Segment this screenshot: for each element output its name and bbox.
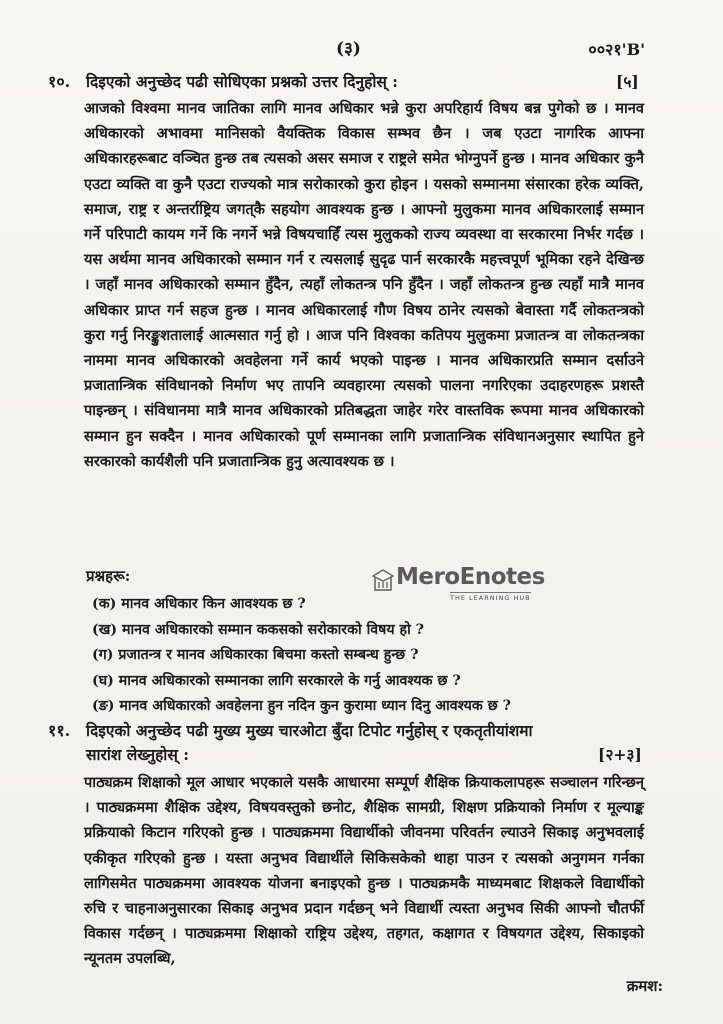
paper-code: ००२१'B' [588, 40, 645, 59]
question-10-passage: आजको विश्वमा मानव जातिका लागि मानव अधिकार भन्ने कुरा अपरिहार्य विषय बन्न पुगेको छ । मानव अधिकारको अभावमा मानिसको वैयक्तिक विकास सम्भव छैन । जब एउटा नागरिक आफ्ना अधिकारहरूबाट वञ्चित हुन्छ तब त्यसको असर समाज र राष्ट्रले समेत भोग्नुपर्ने हुन्छ । मानव अधिकार कुनै एउटा व्यक्ति वा कुनै एउटा राज्यको मात्र सरोकारको कुरा होइन । यसको सम्मानमा संसारका हरेक व्यक्ति, समाज, राष्ट्र र अन्तर्राष्ट्रिय जगत्‌कै सहयोग आवश्यक हुन्छ । आफ्नो मुलुकमा मानव अधिकारलाई सम्मान गर्ने परिपाटी कायम गर्ने कि नगर्ने भन्ने विषयचाहिँ त्यस मुलुकको राज्य व्यवस्था वा सरकारमा निर्भर गर्दछ । यस अर्थमा मानव अधिकारको सम्मान गर्न र त्यसलाई सुदृढ पार्न सरकारकै महत्त्वपूर्ण भूमिका रहने देखिन्छ । जहाँ मानव अधिकारको सम्मान हुँदैन, त्यहाँ लोकतन्त्र पनि हुँदैन । जहाँ लोकतन्त्र हुन्छ त्यहाँ मात्रै मानव अधिकार प्राप्त गर्न सहज हुन्छ । मानव अधिकारलाई गौण विषय ठानेर त्यसको बेवास्ता गर्दै लोकतन्त्रको कुरा गर्नु निरङ्कुशतालाई आत्मसात गर्नु हो । आज पनि विश्वका कतिपय मुलुकमा प्रजातन्त्र वा लोकतन्त्रका नाममा मानव अधिकारको अवहेलना गर्ने कार्य भएको पाइन्छ । मानव अधिकारप्रति सम्मान दर्साउने प्रजातान्त्रिक संविधानको निर्माण भए तापनि व्यवहारमा त्यसको पालना नगरिएका उदाहरणहरू प्रशस्तै पाइन्छन् । संविधानमा मात्रै मानव अधिकारको प्रतिबद्धता जाहेर गरेर वास्तविक रूपमा मानव अधिकारको सम्मान हुन सक्दैन । मानव अधिकारको पूर्ण सम्मानका लागि प्रजातान्त्रिक संविधानअनुसार स्थापित हुने सरकारको कार्यशैली पनि प्रजातान्त्रिक हुनु अत्यावश्यक छ । [84, 100, 644, 470]
question-item: (ङ) मानव अधिकारको अवहेलना हुन नदिन कुन कुरामा ध्यान दिनु आवश्यक छ ? [92, 698, 511, 714]
watermark-tagline: THE LEARNING HUB [450, 594, 531, 602]
watermark-brand: MeroEnotes [396, 564, 545, 590]
question-item: (ख) मानव अधिकारको सम्मान ककसको सरोकारको विषय हो ? [92, 621, 424, 638]
question-11-passage: पाठ्यक्रम शिक्षाको मूल आधार भएकाले यसकै आधारमा सम्पूर्ण शैक्षिक क्रियाकलापहरू सञ्चालन गरिन्छन् । पाठ्यक्रममा शैक्षिक उद्देश्य, विषयवस्तुको छनोट, शैक्षिक सामग्री, शिक्षण प्रक्रियाको निर्माण र मूल्याङ्क प्रक्रियाको किटान गरिएको हुन्छ । पाठ्यक्रममा विद्यार्थीको जीवनमा परिवर्तन ल्याउने सिकाइ अनुभवलाई एकीकृत गरिएको हुन्छ । यस्ता अनुभव विद्यार्थीले सिकिसकेको थाहा पाउन र त्यसको अनुगमन गर्नका लागिसमेत पाठ्यक्रममा आवश्यक योजना बनाइएको हुन्छ । पाठ्यक्रमकै माध्यमबाट शिक्षकले विद्यार्थीको रुचि र चाहनाअनुसारका सिकाइ अनुभव प्रदान गर्दछन् भने विद्यार्थी त्यस्ता अनुभव सिकी आफ्नो चौतर्फी विकास गर्दछन् । पाठ्यक्रममा शिक्षाको राष्ट्रिय उद्देश्य, तहगत, कक्षागत र विषयगत उद्देश्य, सिकाइको न्यूनतम उपलब्धि, [84, 774, 644, 968]
continued-label: क्रमश: [626, 977, 663, 995]
question-item: (ग) प्रजातन्त्र र मानव अधिकारका बिचमा कस्तो सम्बन्ध हुन्छ ? [92, 647, 419, 663]
question-11-number: ११. [48, 721, 71, 740]
question-11-title-line1: दिइएको अनुच्छेद पढी मुख्य मुख्य चारओटा बुँदा टिपोट गर्नुहोस् र एकतृतीयांशमा [86, 721, 533, 740]
question-10-number: १०. [48, 72, 71, 91]
questions-heading: प्रश्नहरू: [86, 567, 131, 585]
question-item: (क) मानव अधिकार किन आवश्यक छ ? [92, 596, 306, 612]
question-11-marks: [२+३] [598, 745, 642, 764]
graduation-cap-icon [372, 568, 394, 592]
questions-list [92, 592, 511, 720]
question-item: (घ) मानव अधिकारको सम्मानका लागि सरकारले के गर्नु आवश्यक छ ? [92, 672, 461, 689]
question-11-title-line2: सारांश लेख्नुहोस् : [86, 745, 189, 764]
page-number: (३) [336, 39, 361, 59]
question-10-marks: [५] [616, 72, 639, 91]
question-10-title: दिइएको अनुच्छेद पढी सोधिएका प्रश्नको उत्तर दिनुहोस् : [86, 72, 398, 91]
